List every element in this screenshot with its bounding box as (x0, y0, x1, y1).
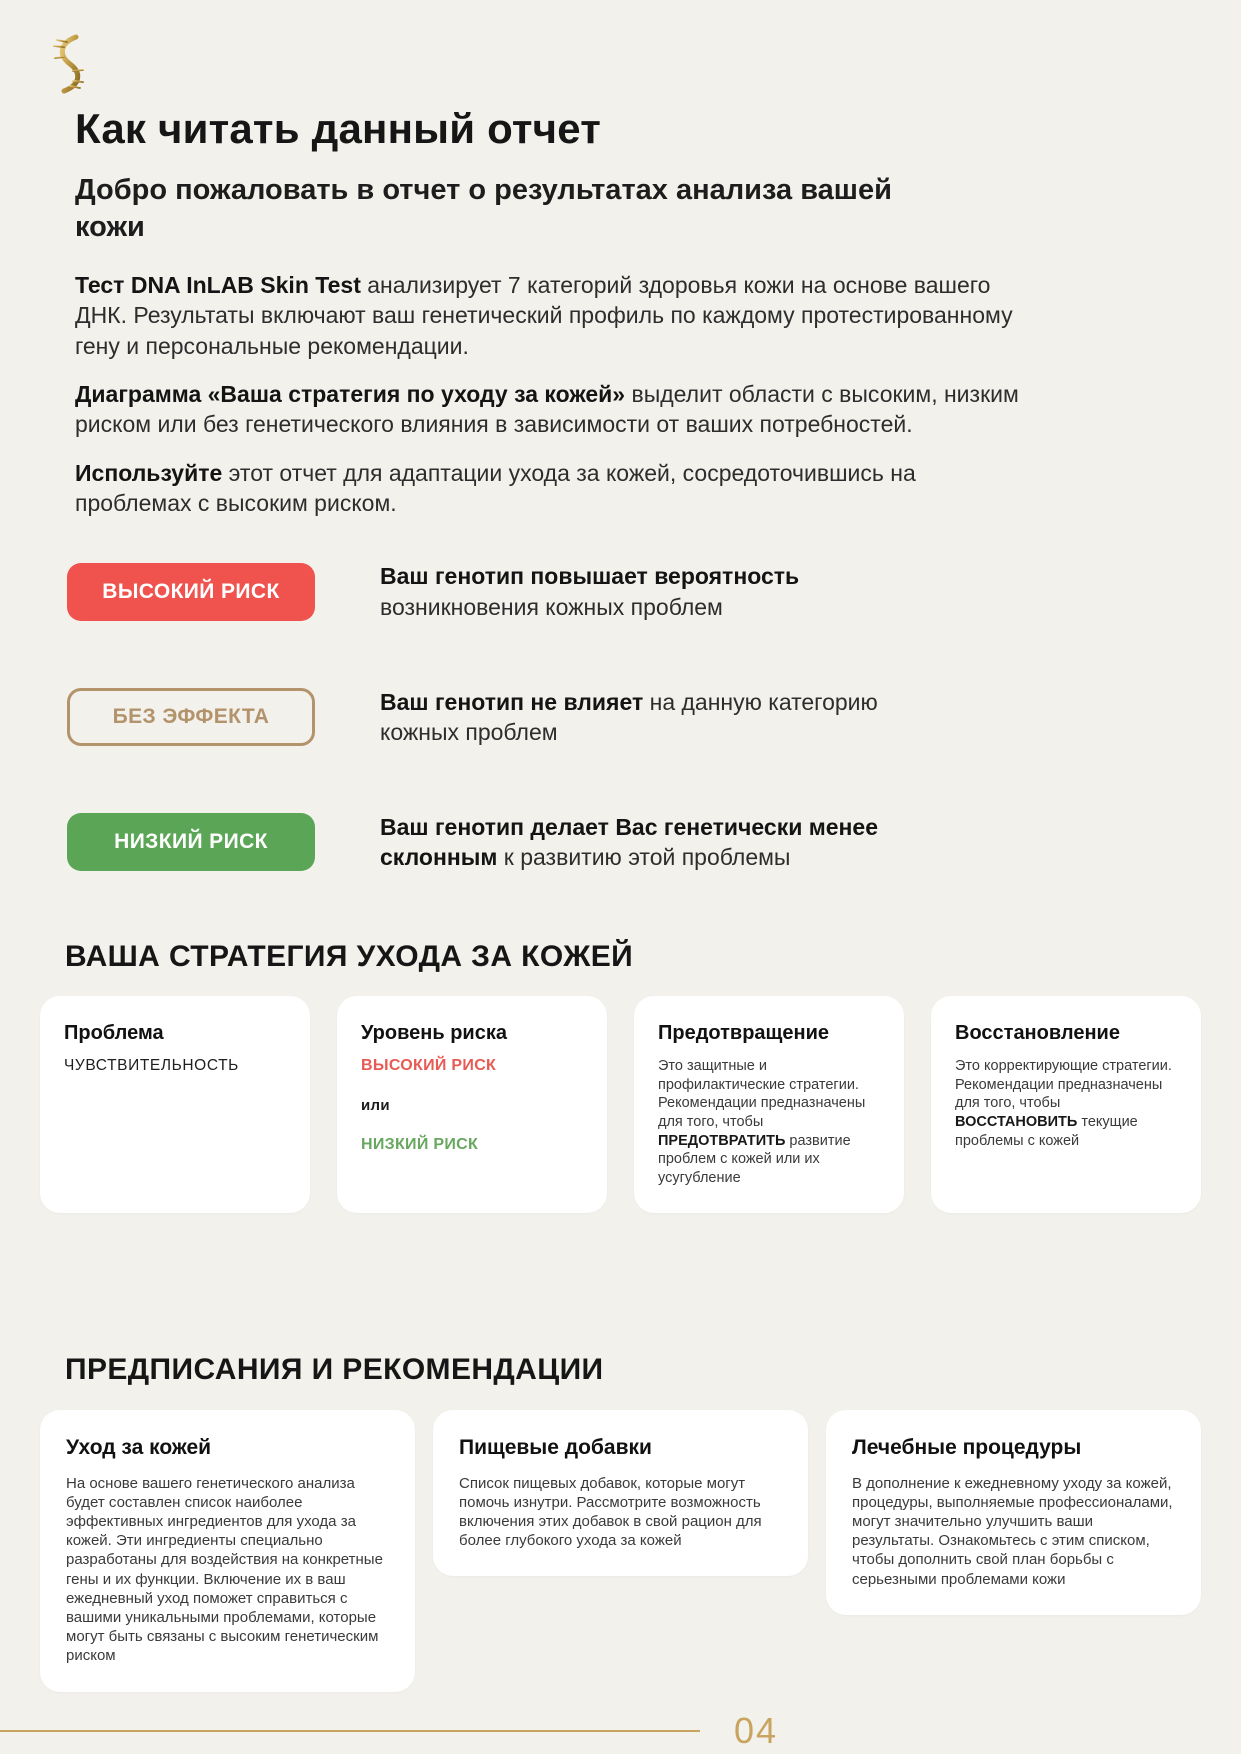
problem-value: ЧУВСТВИТЕЛЬНОСТЬ (64, 1057, 239, 1075)
strategy-cards (40, 996, 1201, 1213)
low-risk-badge: НИЗКИЙ РИСК (67, 813, 315, 871)
card-restoration-title: Восстановление (955, 1022, 1120, 1045)
desc-bold: Ваш генотип не влияет (380, 688, 644, 715)
intro-lead: Используйте (75, 459, 223, 486)
page-number: 04 (734, 1709, 779, 1751)
card-restoration (931, 996, 1201, 1213)
card-supplements-body: Список пищевых добавок, которые могут помочь изнутри. Рассмотрите возможность включения этих добавок в свой рацион для более глубокого ухода за кожей (459, 1474, 762, 1550)
intro-lead: Тест DNA InLAB Skin Test (75, 271, 361, 298)
card-skincare-body: На основе вашего генетического анализа будет составлен список наиболее эффективных ингредиентов для ухода за кожей. Эти ингредиенты специально разработаны для воздействия на конкретные гены и их функции. Включение их в ваш ежедневный уход поможет справиться с вашими уникальными проблемами, которые могут быть связаны с высоким генетическим риском (66, 1474, 383, 1665)
desc-rest: возникновения кожных проблем (380, 593, 723, 620)
page-subtitle: Добро пожаловать в отчет о результатах анализа вашей кожи (75, 174, 892, 244)
intro-paragraph-diagram (75, 379, 1030, 440)
card-skincare (40, 1410, 415, 1692)
risk-high-label: ВЫСОКИЙ РИСК (361, 1057, 497, 1075)
legend-row-no-effect (67, 664, 1241, 771)
desc-bold: Ваш генотип повышает вероятность (380, 563, 800, 590)
no-effect-badge: БЕЗ ЭФФЕКТА (67, 688, 315, 746)
page-footer (0, 1710, 1241, 1752)
legend-row-high-risk (67, 538, 1241, 645)
body-post: развитие проблем с кожей или их усугубление (658, 1132, 851, 1186)
card-supplements (433, 1410, 808, 1577)
footer-divider-line (0, 1730, 700, 1732)
dna-logo-icon (45, 34, 93, 94)
legend-row-low-risk (67, 789, 1241, 896)
high-risk-badge: ВЫСОКИЙ РИСК (67, 563, 315, 621)
body-post: текущие проблемы с кожей (955, 1113, 1138, 1149)
body-pre: Это корректирующие стратегии. Рекомендации предназначены для того, чтобы (955, 1058, 1172, 1112)
intro-rest: выделит области с высоким, низким риском или без генетического влияния в зависимости от ваших потребностей. (75, 380, 1019, 438)
card-risk-level (337, 996, 607, 1213)
card-skincare-title: Уход за кожей (66, 1435, 212, 1459)
risk-or-label: или (361, 1097, 390, 1115)
card-problem-title: Проблема (64, 1022, 164, 1045)
card-treatments (826, 1410, 1201, 1615)
card-problem (40, 996, 310, 1213)
card-supplements-title: Пищевые добавки (459, 1435, 652, 1459)
intro-paragraph-use (75, 458, 1030, 519)
desc-bold: Ваш генотип делает Вас генетически менее склонным (380, 813, 879, 871)
body-bold: ПРЕДОТВРАТИТЬ (658, 1132, 786, 1149)
page-title: Как читать данный отчет (75, 105, 602, 152)
card-prevention (634, 996, 904, 1213)
strategy-section-title: ВАША СТРАТЕГИЯ УХОДА ЗА КОЖЕЙ (65, 939, 634, 973)
no-effect-description (380, 687, 900, 748)
body-bold: ВОССТАНОВИТЬ (955, 1113, 1078, 1130)
desc-rest: на данную категорию кожных проблем (380, 688, 878, 746)
risk-legend (67, 538, 1241, 895)
intro-lead: Диаграмма «Ваша стратегия по уходу за кожей» (75, 380, 626, 407)
restoration-body (955, 1057, 1177, 1150)
body-pre: Это защитные и профилактические стратегии. Рекомендации предназначены для того, чтобы (658, 1058, 866, 1130)
prevention-body (658, 1057, 880, 1187)
card-prevention-title: Предотвращение (658, 1022, 830, 1045)
high-risk-description (380, 561, 900, 622)
card-treatments-title: Лечебные процедуры (852, 1435, 1082, 1459)
prescriptions-cards (40, 1410, 1201, 1692)
risk-low-label: НИЗКИЙ РИСК (361, 1136, 479, 1154)
intro-rest: анализирует 7 категорий здоровья кожи на основе вашего ДНК. Результаты включают ваш генетический профиль по каждому протестированному гену и персональные рекомендации. (75, 271, 1013, 359)
intro-section (75, 270, 1241, 519)
desc-rest: к развитию этой проблемы (497, 844, 791, 871)
intro-paragraph-test (75, 270, 1030, 361)
prescriptions-section-title: ПРЕДПИСАНИЯ И РЕКОМЕНДАЦИИ (65, 1353, 604, 1387)
card-treatments-body: В дополнение к ежедневному уходу за кожей, процедуры, выполняемые профессионалами, могут значительно улучшить ваши результаты. Ознакомьтесь с этим списком, чтобы дополнить свой план борьбы с серьезными проблемами кожи (852, 1474, 1173, 1588)
card-risk-title: Уровень риска (361, 1022, 507, 1045)
low-risk-description (380, 812, 900, 873)
intro-rest: этот отчет для адаптации ухода за кожей, сосредоточившись на проблемах с высоким риском. (75, 459, 916, 516)
